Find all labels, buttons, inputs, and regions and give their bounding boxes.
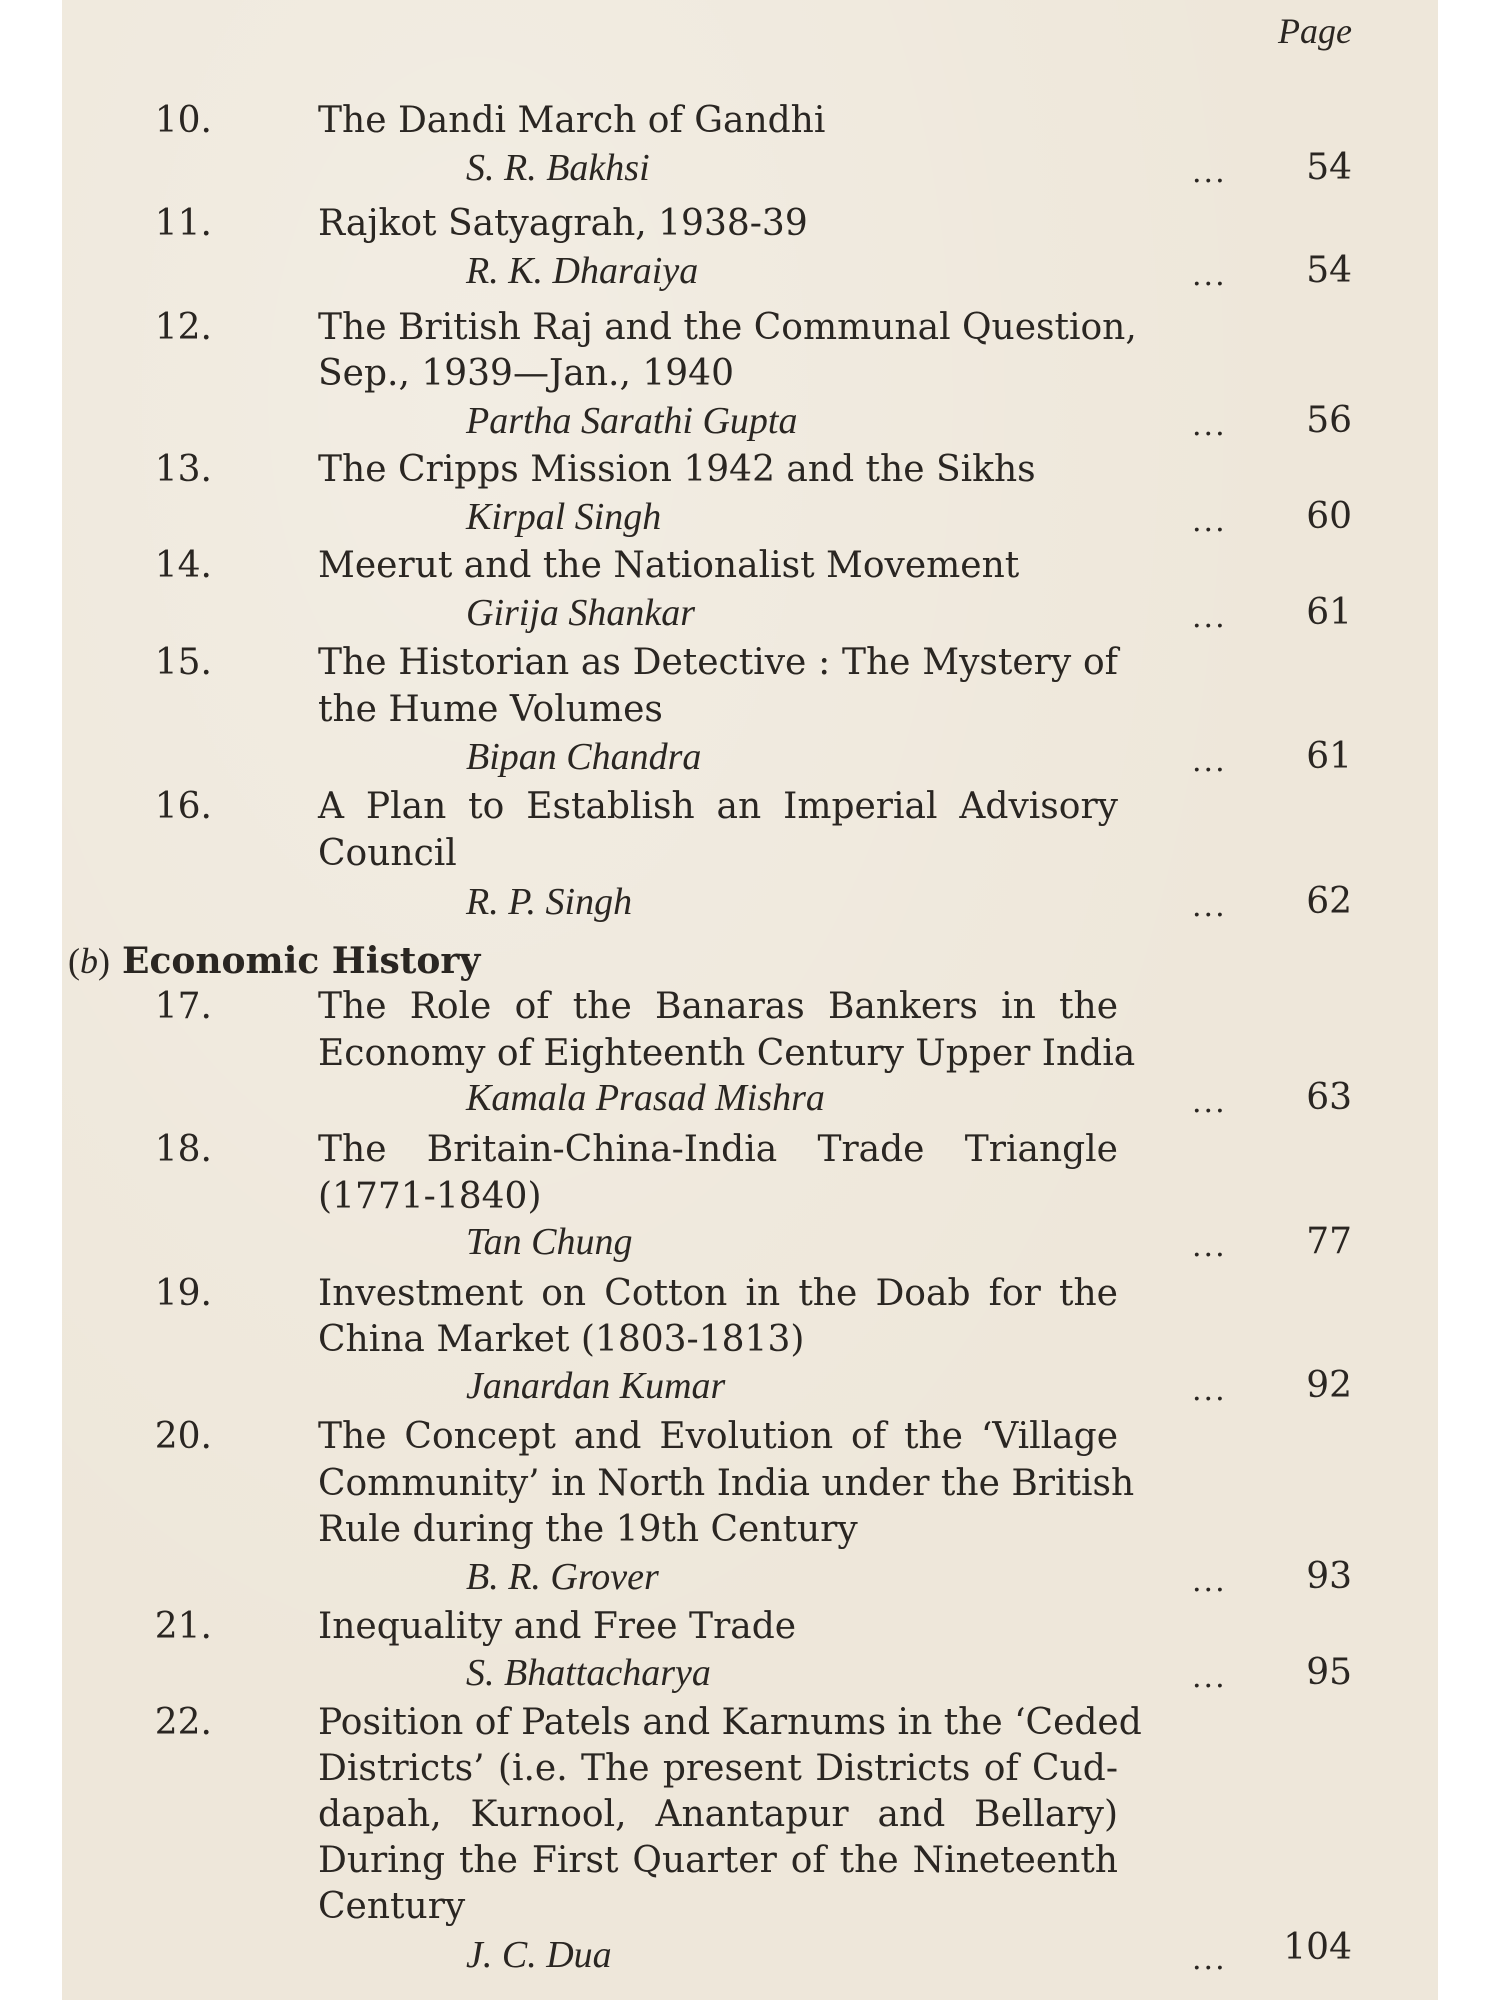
leader-dots: ... [1192,1660,1227,1695]
entry-title-line: dapah, Kurnool, Anantapur and Bellary) [318,1794,1118,1835]
entry-title-line: Council [318,833,457,874]
entry-page-number: 92 [1306,1365,1352,1406]
entry-author: Tan Chung [466,1221,633,1263]
entry-title-line: During the First Quarter of the Nineteenth [318,1840,1118,1881]
entry-author: R. P. Singh [466,881,633,923]
entry-title-line: Position of Patels and Karnums in the ‘Ceded [318,1702,1142,1743]
entry-number: 16. [154,786,212,827]
entry-author: Girija Shankar [466,592,696,634]
contents-list [62,0,1438,2000]
entry-title-line: Community’ in North India under the British [318,1463,1135,1504]
entry-title-line: The Concept and Evolution of the ‘Village [318,1416,1118,1457]
entry-page-number: 77 [1306,1221,1352,1262]
entry-number: 22. [154,1702,212,1743]
entry-page-number: 61 [1306,592,1352,633]
entry-title-line: The Cripps Mission 1942 and the Sikhs [318,449,1036,490]
leader-dots: ... [1192,1564,1227,1599]
entry-author: R. K. Dharaiya [466,250,699,292]
leader-dots: ... [1192,744,1227,779]
leader-dots: ... [1192,1373,1227,1408]
entry-number: 10. [154,100,212,141]
entry-title-line: The British Raj and the Communal Question, [318,307,1137,348]
entry-title-line: Districts’ (i.e. The present Districts of Cud- [318,1748,1118,1789]
entry-title-line: Sep., 1939—Jan., 1940 [318,353,734,394]
entry-number: 12. [154,307,212,348]
entry-author: Janardan Kumar [466,1365,726,1407]
entry-number: 21. [154,1606,212,1647]
entry-title-line: (1771-1840) [318,1176,542,1217]
entry-page-number: 54 [1306,147,1352,188]
entry-page-number: 104 [1283,1927,1352,1968]
leader-dots: ... [1192,258,1227,293]
entry-title-line: Meerut and the Nationalist Movement [318,545,1020,586]
entry-number: 15. [154,642,212,683]
entry-number: 11. [154,203,212,244]
leader-dots: ... [1192,1085,1227,1120]
entry-page-number: 61 [1306,736,1352,777]
entry-author: Partha Sarathi Gupta [466,400,798,442]
entry-page-number: 93 [1306,1556,1352,1597]
entry-author: J. C. Dua [466,1934,612,1976]
entry-title-line: The Historian as Detective : The Mystery of [318,642,1118,683]
entry-page-number: 56 [1306,400,1352,441]
section-marker: (b) [68,941,110,981]
leader-dots: ... [1192,1942,1227,1977]
entry-author: B. R. Grover [466,1556,659,1598]
entry-number: 17. [154,986,212,1027]
entry-author: Bipan Chandra [466,736,702,778]
entry-number: 18. [154,1129,212,1170]
section-title: Economic History [122,940,481,982]
entry-page-number: 63 [1306,1077,1352,1118]
leader-dots: ... [1192,504,1227,539]
entry-page-number: 95 [1306,1652,1352,1693]
entry-title-line: Rule during the 19th Century [318,1509,858,1550]
entry-page-number: 54 [1306,250,1352,291]
leader-dots: ... [1192,1229,1227,1264]
section-heading [68,938,480,984]
entry-author: S. R. Bakhsi [466,147,650,189]
entry-number: 13. [154,449,212,490]
entry-title-line: Investment on Cotton in the Doab for the [318,1273,1118,1314]
entry-title-line: Economy of Eighteenth Century Upper India [318,1033,1136,1074]
entry-title-line: The Role of the Banaras Bankers in the [318,986,1118,1027]
leader-dots: ... [1192,408,1227,443]
leader-dots: ... [1192,600,1227,635]
entry-title-line: China Market (1803-1813) [318,1319,805,1360]
page-column-header: Page [1278,11,1352,51]
entry-title-line: Rajkot Satyagrah, 1938-39 [318,203,808,244]
entry-page-number: 60 [1306,496,1352,537]
entry-author: Kamala Prasad Mishra [466,1077,825,1119]
leader-dots: ... [1192,889,1227,924]
entry-title-line: The Britain-China-India Trade Triangle [318,1129,1118,1170]
leader-dots: ... [1192,155,1227,190]
entry-title-line: Inequality and Free Trade [318,1606,797,1647]
entry-number: 19. [154,1273,212,1314]
entry-author: Kirpal Singh [466,496,662,538]
entry-number: 20. [154,1416,212,1457]
entry-title-line: A Plan to Establish an Imperial Advisory [318,786,1118,827]
entry-author: S. Bhattacharya [466,1652,711,1694]
entry-number: 14. [154,545,212,586]
entry-title-line: Century [318,1886,466,1927]
book-page [62,0,1438,2000]
entry-title-line: the Hume Volumes [318,689,663,730]
entry-title-line: The Dandi March of Gandhi [318,100,826,141]
entry-page-number: 62 [1306,881,1352,922]
